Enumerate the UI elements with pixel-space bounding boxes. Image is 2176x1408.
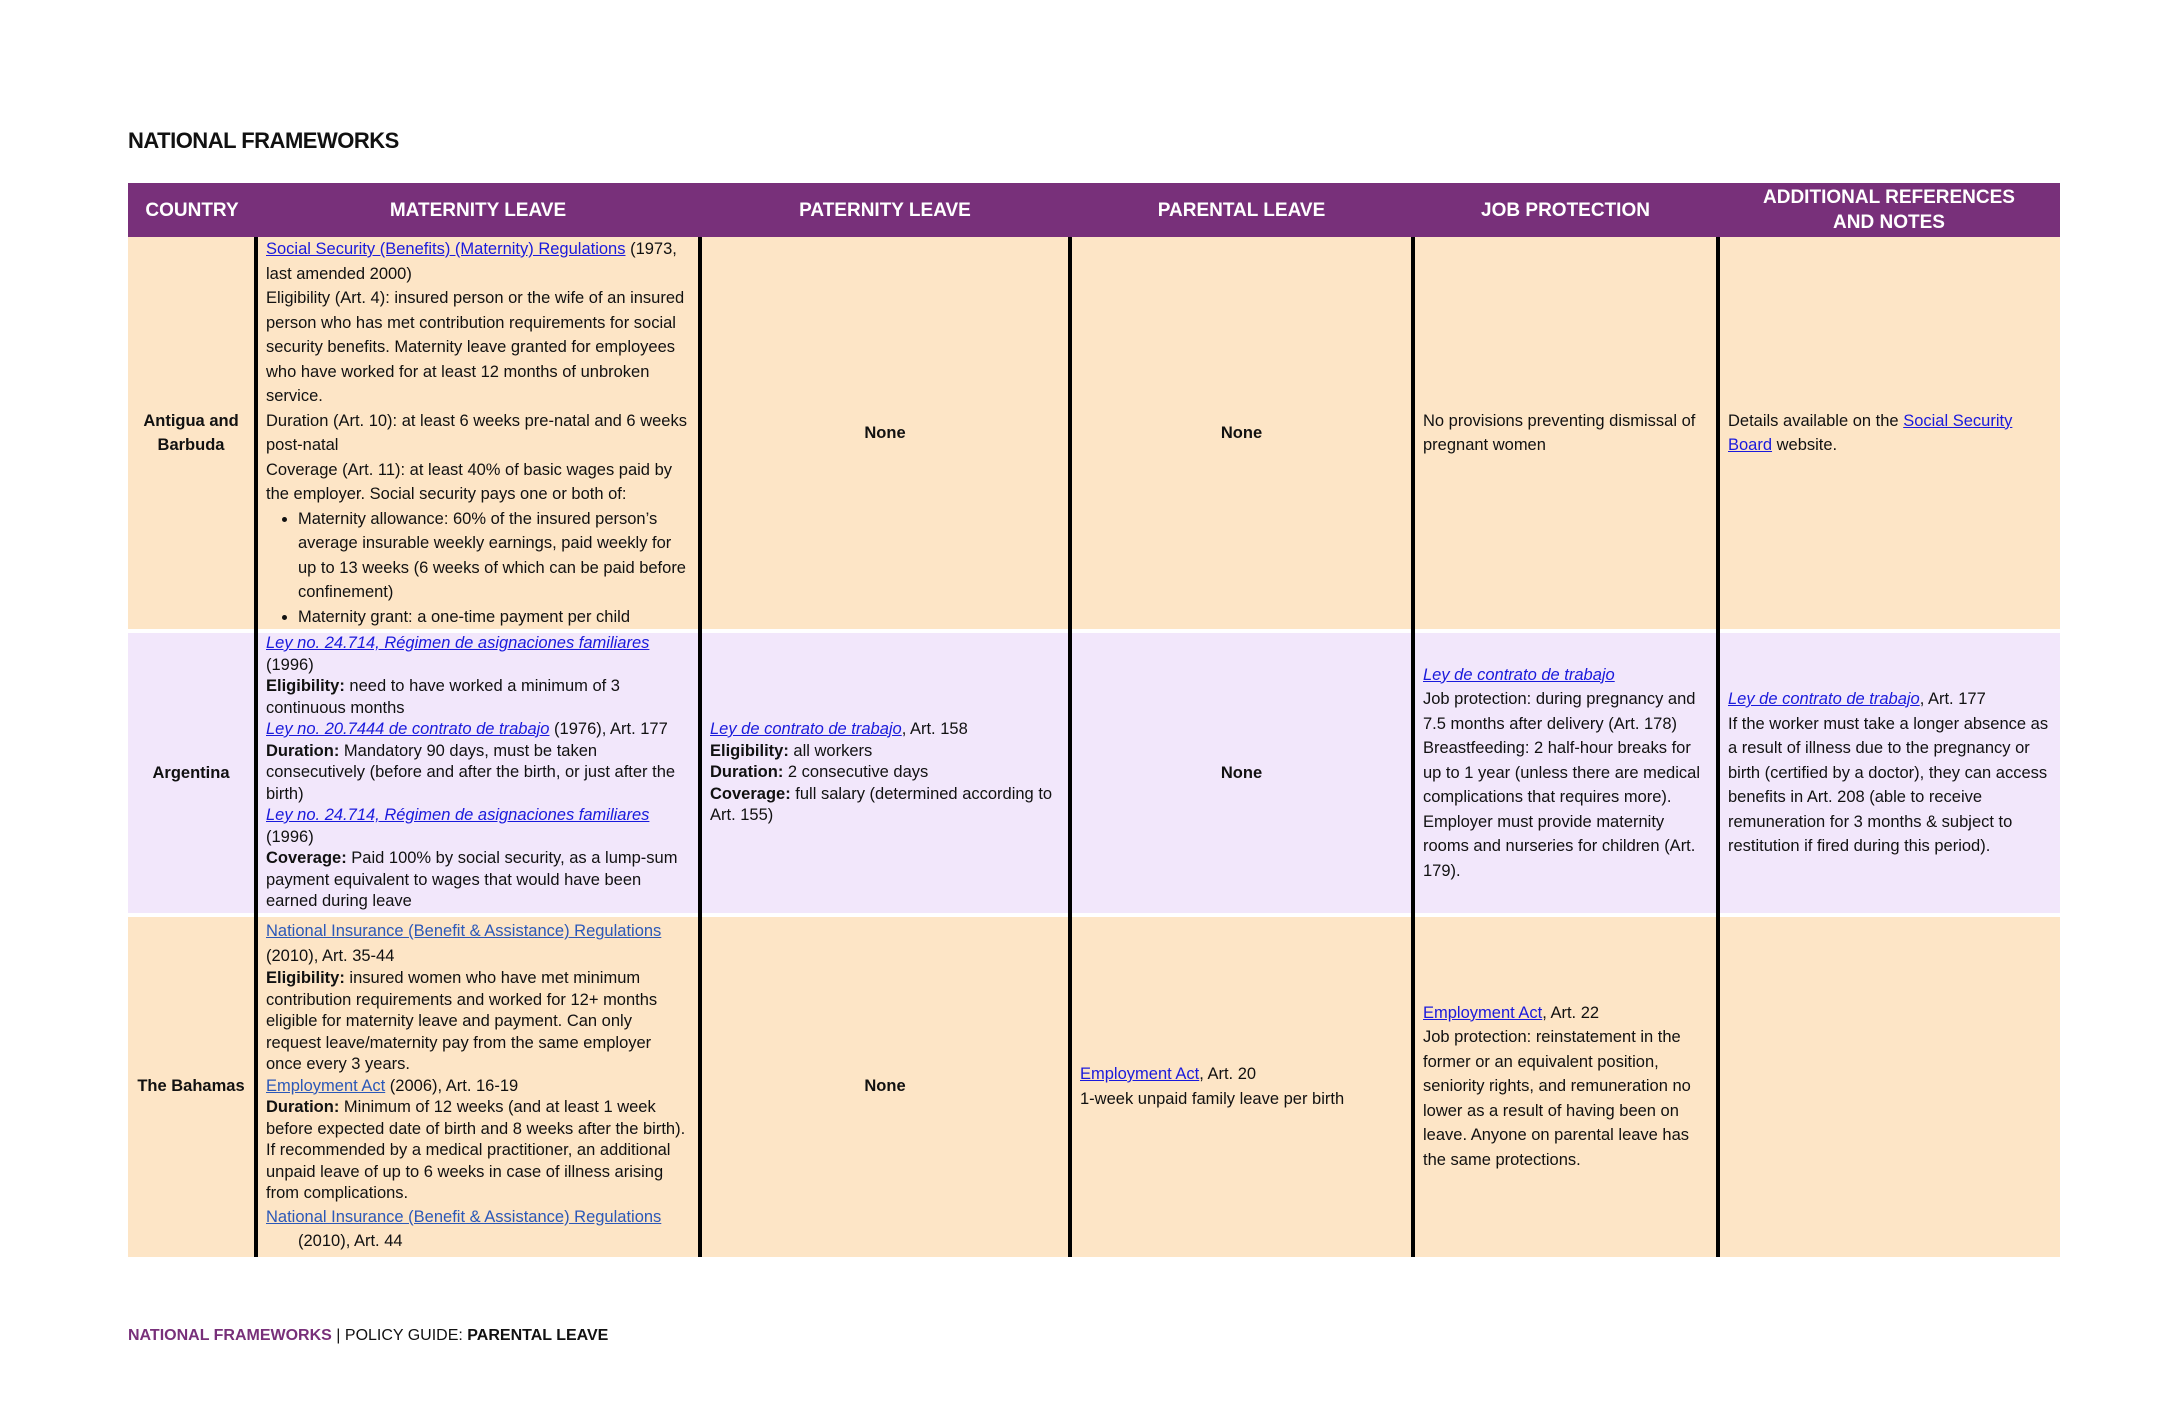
list-item: • Maternity allowance: 60% of the insured person’s average insurable weekly earnings, paid weekly for up to 13 weeks (6 weeks of which can be paid before confinement) xyxy=(298,507,690,605)
header-country: COUNTRY xyxy=(128,183,256,237)
maternity-cell-antigua: Social Security (Benefits) (Maternity) Regulations (1973, last amended 2000) Eligibility (Art. 4): insured person or the wife of an insured person who has met contribution requirements for social security benefits. Maternity leave granted for employees who have worked for at least 12 months of unbroken service. Duration (Art. 10): at least 6 weeks pre-natal and 6 weeks post-natal Coverage (Art. 11): at least 40% of basic wages paid by the employer. Social security pays one or both of: • Maternity allowance: 60% of the insured person’s average insurable weekly earnings, paid weekly for up to 13 weeks (6 weeks of which can be paid before confinement) • Maternity grant: a one-time payment per child xyxy=(256,237,700,631)
ley-contrato-trabajo-link-notes[interactable]: Ley de contrato de trabajo xyxy=(1728,690,1920,708)
job-cell-bahamas: Employment Act, Art. 22 Job protection: reinstatement in the former or an equivalent position, seniority rights, and remuneration no lower as a result of having been on leave. Anyone on parental leave has the same protections. xyxy=(1413,915,1718,1257)
employment-act-link-parental[interactable]: Employment Act xyxy=(1080,1065,1200,1083)
additional-cell-argentina: Ley de contrato de trabajo, Art. 177 If the worker must take a longer absence as a result of illness due to the pregnancy or birth (certified by a doctor), they can access benefits in Art. 208 (able to receive remuneration for 3 months & subject to restitution if fired during this period). xyxy=(1718,631,2060,915)
list-item: • Maternity grant: a one-time payment per child xyxy=(298,605,690,630)
employment-act-link-job[interactable]: Employment Act xyxy=(1423,1003,1543,1022)
header-maternity-leave: MATERNITY LEAVE xyxy=(256,183,700,237)
parental-cell-argentina: None xyxy=(1070,631,1413,915)
maternity-regulation-link[interactable]: Social Security (Benefits) (Maternity) Regulations xyxy=(266,240,626,258)
ley-contrato-trabajo-link-job[interactable]: Ley de contrato de trabajo xyxy=(1423,665,1615,684)
national-frameworks-table xyxy=(128,183,2060,1257)
country-cell-antigua: Antigua and Barbuda xyxy=(128,237,256,631)
maternity-cell-argentina: Ley no. 24.714, Régimen de asignaciones familiares (1996) Eligibility: need to have worked a minimum of 3 continuous months Ley no. 20.7444 de contrato de trabajo (1976), Art. 177 Duration: Mandatory 90 days, must be taken consecutively (before and after the birth, or just after the birth) Ley no. 24.714, Régimen de asignaciones familiares (1996) Coverage: Paid 100% by social security, as a lump-sum payment equivalent to wages that would have been earned during leave xyxy=(256,631,700,915)
country-cell-argentina: Argentina xyxy=(128,631,256,915)
job-cell-antigua: No provisions preventing dismissal of pregnant women xyxy=(1413,237,1718,631)
job-cell-argentina: Ley de contrato de trabajo Job protection: during pregnancy and 7.5 months after delivery (Art. 178) Breastfeeding: 2 half-hour breaks for up to 1 year (unless there are medical complications that requires more). Employer must provide maternity rooms and nurseries for children (Art. 179). xyxy=(1413,631,1718,915)
additional-cell-antigua: Details available on the Social Security Board website. xyxy=(1718,237,2060,631)
ley-24714-link[interactable]: Ley no. 24.714, Régimen de asignaciones familiares xyxy=(266,634,650,652)
table-header-row xyxy=(128,183,2060,237)
national-insurance-link-2[interactable]: National Insurance (Benefit & Assistance) Regulations xyxy=(266,1207,662,1226)
employment-act-link[interactable]: Employment Act xyxy=(266,1076,386,1095)
social-security-board-link[interactable]: Social Security Board xyxy=(1728,411,2013,454)
parental-cell-antigua: None xyxy=(1070,237,1413,631)
paternity-cell-antigua: None xyxy=(700,237,1070,631)
page-title: NATIONAL FRAMEWORKS xyxy=(128,128,399,153)
table-row xyxy=(128,237,2060,631)
ley-20744-link[interactable]: Ley no. 20.7444 de contrato de trabajo xyxy=(266,720,550,738)
maternity-benefits-list xyxy=(266,507,690,630)
ley-24714-link-2[interactable]: Ley no. 24.714, Régimen de asignaciones familiares xyxy=(266,806,650,824)
page-footer: NATIONAL FRAMEWORKS | POLICY GUIDE: PARENTAL LEAVE xyxy=(128,1327,609,1344)
table-row xyxy=(128,915,2060,1257)
header-job-protection: JOB PROTECTION xyxy=(1413,183,1718,237)
header-additional-references: ADDITIONAL REFERENCES AND NOTES xyxy=(1718,183,2060,237)
national-insurance-link[interactable]: National Insurance (Benefit & Assistance) Regulations xyxy=(266,922,662,941)
parental-cell-bahamas: Employment Act, Art. 20 1-week unpaid family leave per birth xyxy=(1070,915,1413,1257)
additional-cell-bahamas xyxy=(1718,915,2060,1257)
ley-contrato-trabajo-link[interactable]: Ley de contrato de trabajo xyxy=(710,720,902,738)
header-paternity-leave: PATERNITY LEAVE xyxy=(700,183,1070,237)
header-parental-leave: PARENTAL LEAVE xyxy=(1070,183,1413,237)
maternity-cell-bahamas: National Insurance (Benefit & Assistance) Regulations (2010), Art. 35-44 Eligibility: insured women who have met minimum contribution requirements and worked for 12+ months eligible for maternity leave and payment. Can only request leave/maternity pay from the same employer once every 3 years. Employment Act (2006), Art. 16-19 Duration: Minimum of 12 weeks (and at least 1 week before expected date of birth and 8 weeks after the birth). If recommended by a medical practitioner, an additional unpaid leave of up to 6 weeks in case of illness arising from complications. National Insurance (Benefit & Assistance) Regulations (2010), Art. 44 xyxy=(256,915,700,1257)
paternity-cell-bahamas: None xyxy=(700,915,1070,1257)
table-row xyxy=(128,631,2060,915)
country-cell-bahamas: The Bahamas xyxy=(128,915,256,1257)
paternity-cell-argentina: Ley de contrato de trabajo, Art. 158 Eligibility: all workers Duration: 2 consecutive days Coverage: full salary (determined according to Art. 155) xyxy=(700,631,1070,915)
